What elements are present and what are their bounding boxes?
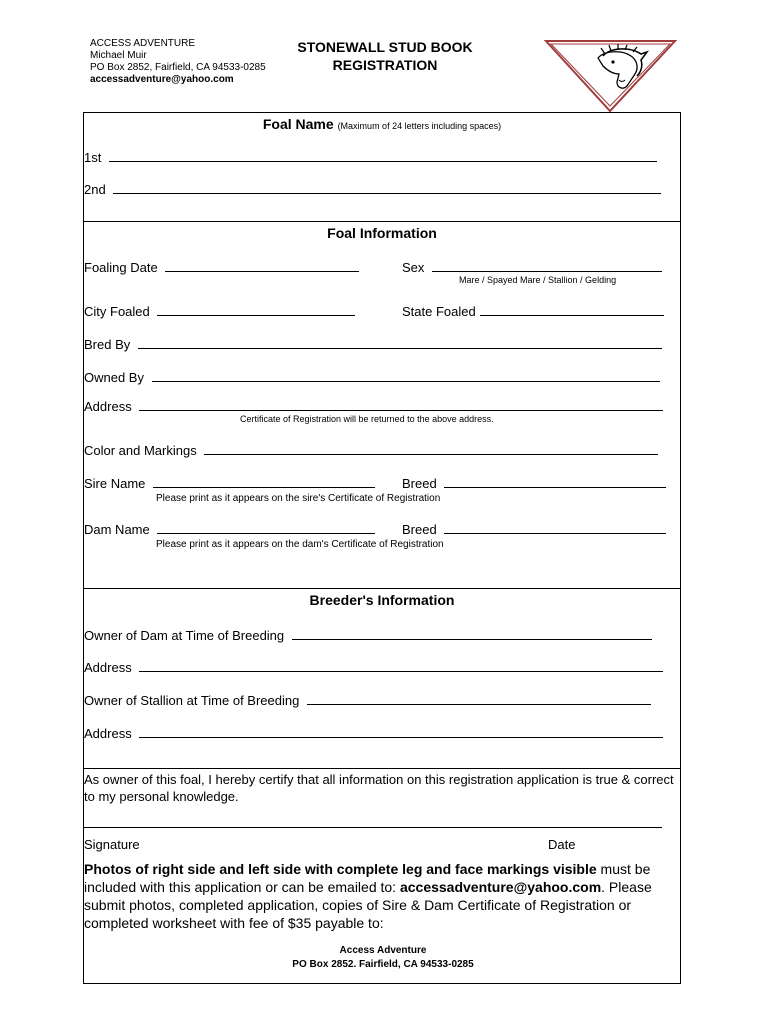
first-name-label: 1st (84, 150, 102, 165)
sire-name-label: Sire Name (84, 476, 146, 491)
state-foaled-field[interactable] (480, 303, 664, 316)
org-name: ACCESS ADVENTURE (90, 38, 196, 49)
title-line-1: STONEWALL STUD BOOK (297, 39, 473, 55)
sex-label: Sex (402, 260, 425, 275)
bred-by-field[interactable] (138, 336, 662, 349)
dam-hint: Please print as it appears on the dam's Certificate of Registration (156, 539, 444, 550)
owned-by-field[interactable] (152, 369, 660, 382)
foaling-date-field[interactable] (165, 259, 359, 272)
foal-name-section (83, 112, 681, 222)
first-name-field[interactable] (109, 149, 657, 162)
owner-dam-field[interactable] (292, 627, 652, 640)
second-name-field[interactable] (113, 181, 661, 194)
state-foaled-label: State Foaled (402, 304, 476, 319)
sire-breed-label: Breed (402, 476, 437, 491)
org-address: PO Box 2852, Fairfield, CA 94533-0285 (90, 62, 266, 73)
footer-address-block (84, 944, 682, 972)
breeder-info-title: Breeder's Information (309, 592, 455, 608)
org-email: accessadventure@yahoo.com (90, 74, 234, 85)
title-line-2: REGISTRATION (332, 57, 438, 73)
owner-stallion-label: Owner of Stallion at Time of Breeding (84, 693, 300, 708)
org-info (90, 38, 266, 86)
owner-dam-label: Owner of Dam at Time of Breeding (84, 628, 285, 643)
contact-name: Michael Muir (90, 50, 147, 61)
address-hint: Certificate of Registration will be returned to the above address. (240, 414, 494, 424)
sire-breed-field[interactable] (444, 475, 666, 488)
dam-breed-field[interactable] (444, 521, 666, 534)
dam-name-label: Dam Name (84, 522, 150, 537)
sex-field[interactable] (432, 259, 662, 272)
horse-logo-icon (543, 38, 678, 113)
dam-breed-label: Breed (402, 522, 437, 537)
address-field[interactable] (139, 398, 663, 411)
foal-name-title: Foal Name (Maximum of 24 letters including spaces) (262, 116, 502, 132)
breeder-address-2-label: Address (84, 726, 132, 741)
photos-email[interactable]: accessadventure@yahoo.com (399, 879, 602, 895)
sire-hint: Please print as it appears on the sire's Certificate of Registration (156, 493, 441, 504)
foal-info-section (83, 221, 681, 589)
footer-address: PO Box 2852. Fairfield, CA 94533-0285 (292, 959, 474, 970)
color-markings-field[interactable] (204, 442, 658, 455)
date-label: Date (548, 837, 576, 852)
bred-by-label: Bred By (84, 337, 131, 352)
owner-stallion-field[interactable] (307, 692, 651, 705)
address-label: Address (84, 399, 132, 414)
foaling-date-label: Foaling Date (84, 260, 158, 275)
city-foaled-field[interactable] (157, 303, 355, 316)
breeder-address-1-field[interactable] (139, 659, 663, 672)
signature-line[interactable] (84, 827, 662, 828)
city-foaled-label: City Foaled (84, 304, 150, 319)
footer-name: Access Adventure (339, 945, 427, 956)
breeder-address-1-label: Address (84, 660, 132, 675)
photos-bold-text: Photos of right side and left side with complete leg and face markings visible (84, 861, 597, 877)
owned-by-label: Owned By (84, 370, 144, 385)
page-title (270, 38, 500, 74)
breeder-address-2-field[interactable] (139, 725, 663, 738)
dam-name-field[interactable] (157, 521, 375, 534)
sire-name-field[interactable] (153, 475, 375, 488)
photos-instructions: Photos of right side and left side with complete leg and face markings visible must be included with this application or can be emailed to: accessadventure@yahoo.com. Please submit photos, completed application, copies of Sire & Dam Certificate of Registration or completed worksheet with fee of $35 payable to: (84, 861, 652, 931)
sex-hint: Mare / Spayed Mare / Stallion / Gelding (459, 275, 617, 285)
signature-label: Signature (84, 837, 140, 852)
foal-name-subtitle: (Maximum of 24 letters including spaces) (337, 121, 502, 131)
second-name-label: 2nd (84, 182, 106, 197)
breeder-info-section (83, 588, 681, 769)
foal-info-title: Foal Information (327, 225, 437, 241)
certification-section (83, 768, 681, 984)
color-markings-label: Color and Markings (84, 443, 197, 458)
certification-text: As owner of this foal, I hereby certify that all information on this registration application is true & correct to my personal knowledge. (84, 772, 674, 804)
